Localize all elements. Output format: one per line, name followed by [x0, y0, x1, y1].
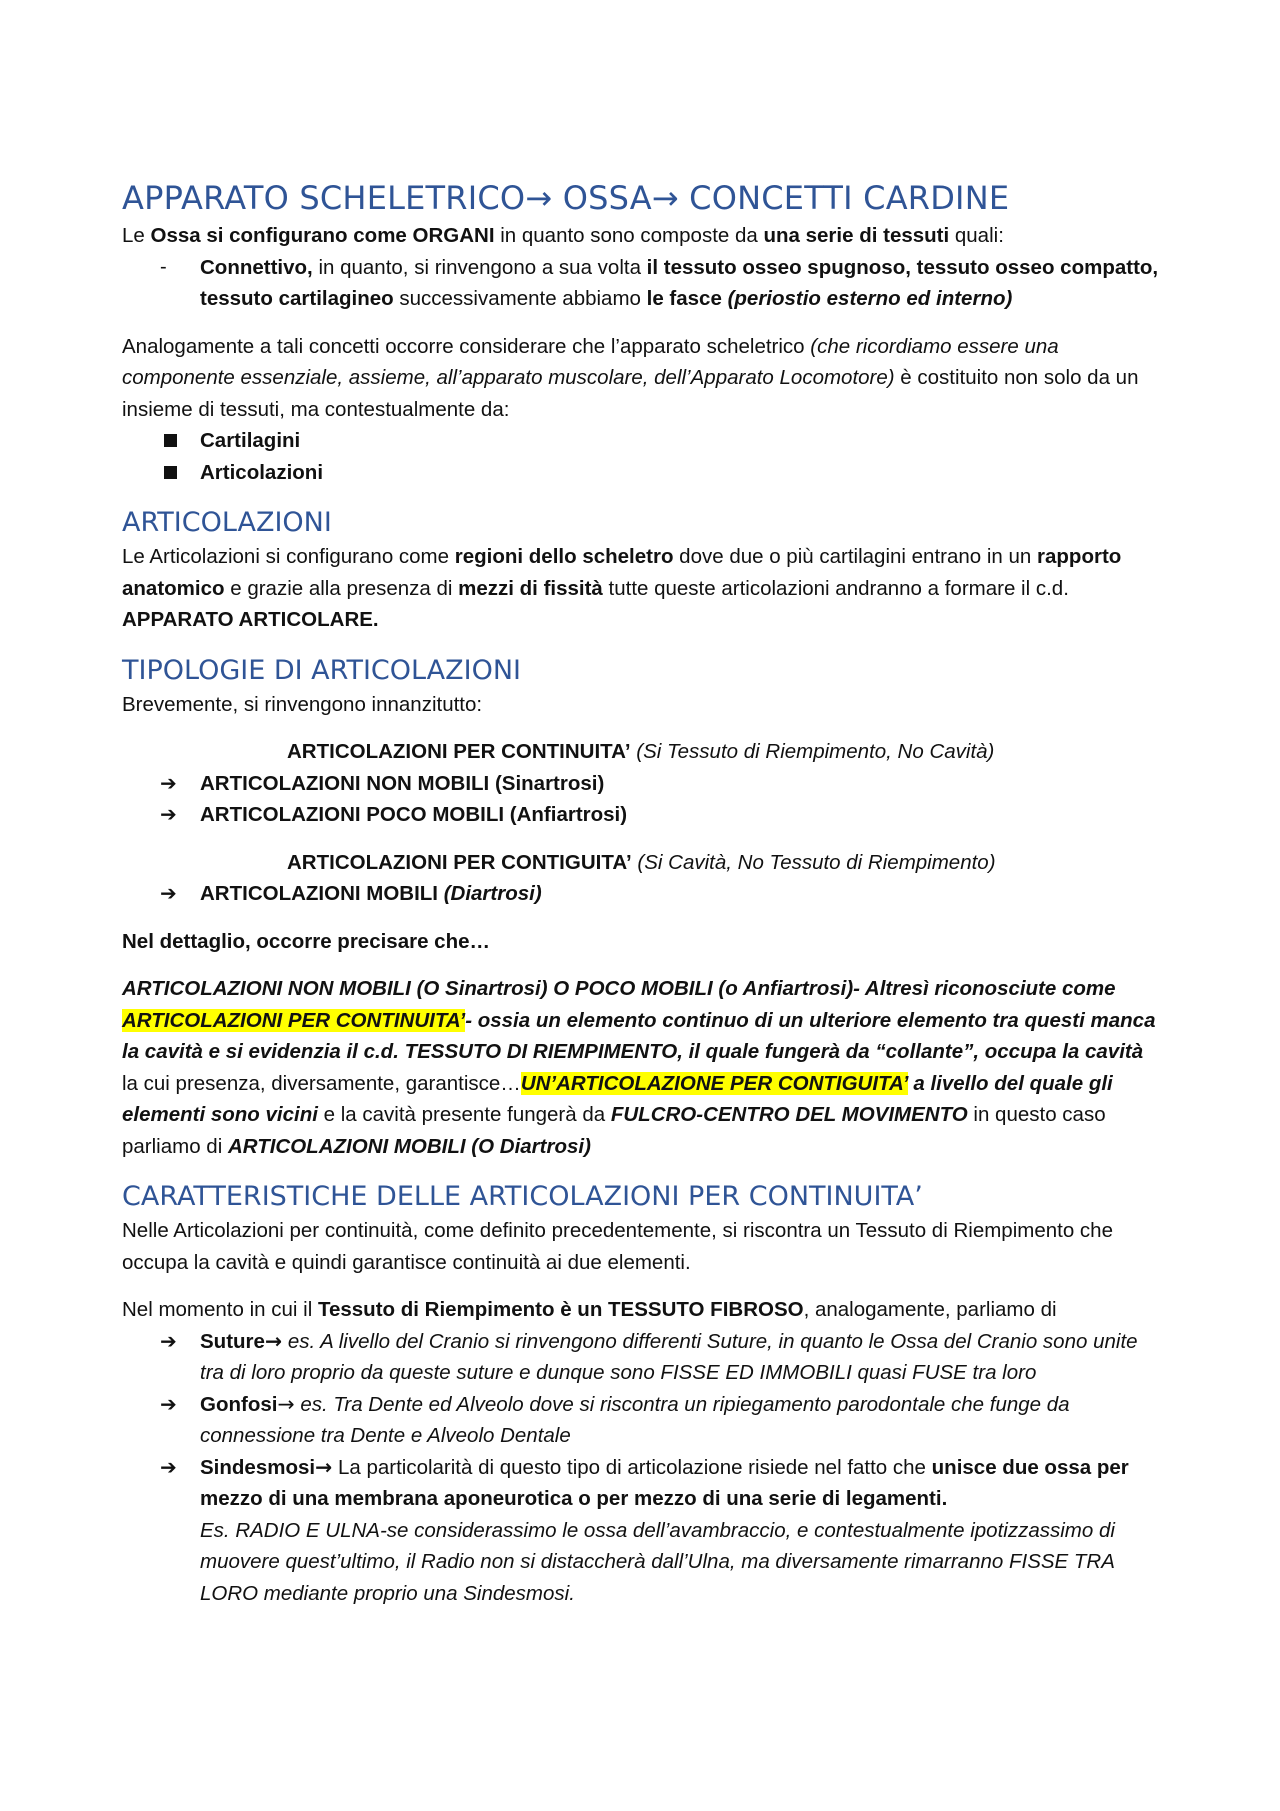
heading-per-contiguita	[122, 847, 1162, 879]
text: e grazie alla presenza di	[224, 576, 459, 600]
text-bold: rapporto anatomico	[122, 545, 1122, 600]
list-item-gonfosi	[122, 1389, 1162, 1452]
text-bold: Tessuto di Riempimento è un TESSUTO FIBROSO	[317, 1298, 804, 1321]
text-italic: (Si Tessuto di Riempimento, No Cavità)	[630, 740, 995, 763]
text: in quanto sono composte da	[494, 224, 764, 247]
text-bold: ARTICOLAZIONI PER CONTIGUITA’	[287, 850, 632, 874]
text: successivamente abbiamo	[393, 287, 647, 310]
list-item-suture	[122, 1326, 1162, 1389]
square-bullet-icon	[164, 466, 177, 479]
text-bold: ARTICOLAZIONI MOBILI	[200, 882, 444, 905]
text-bold-italic: - ossia un elemento continuo di un ulteriore elemento tra questi manca la cavità e si evidenzia il c.d. TESSUTO DI RIEMPIMENTO, il quale fungerà da “collante”, occupa la cavità	[122, 1008, 1156, 1063]
text-bold: ARTICOLAZIONI PER CONTINUITA’	[287, 740, 631, 763]
arrow-icon: →	[264, 1328, 283, 1353]
text-bold: regioni dello scheletro	[454, 545, 674, 568]
text-bold: unisce due ossa per mezzo di una membrana aponeurotica o per mezzo di una serie di legamenti.	[200, 1455, 1129, 1510]
text-italic: Es. RADIO E ULNA-se considerassimo le ossa dell’avambraccio, e contestualmente ipotizzassimo di muovere quest’ultimo, il Radio non si distaccherà dall’Ulna, ma diversamente rimarranno FISSE TRA LORO mediante proprio una Sindesmosi.	[200, 1518, 1115, 1605]
text: Nel momento in cui il	[122, 1298, 318, 1321]
text: la cui presenza, diversamente, garantisce…	[122, 1071, 521, 1095]
dash-list	[122, 252, 1162, 315]
heading-caratteristiche: CARATTERISTICHE DELLE ARTICOLAZIONI PER CONTINUITA’	[122, 1181, 923, 1212]
arrow-right-icon: ➔	[160, 802, 177, 826]
text: dove due o più cartilagini entrano in un	[673, 545, 1038, 568]
paragraph-dettaglio	[122, 973, 1162, 1162]
heading-tipologie: TIPOLOGIE DI ARTICOLAZIONI	[122, 654, 522, 686]
arrow-right-icon: ➔	[160, 1391, 177, 1416]
text-bold-italic: ARTICOLAZIONI MOBILI (O Diartrosi)	[227, 1134, 591, 1158]
list-item	[122, 425, 1162, 457]
list-item	[122, 768, 1162, 800]
text-bold-italic: ARTICOLAZIONI NON MOBILI (O Sinartrosi) O POCO MOBILI (o Anfiartrosi)- Altresì riconosciute come	[122, 977, 1116, 1000]
paragraph-articolazioni	[122, 541, 1162, 636]
text: Analogamente a tali concetti occorre considerare che l’apparato scheletrico	[122, 334, 811, 358]
list-item	[122, 457, 1162, 489]
arrow-right-icon: ➔	[160, 770, 177, 795]
arrow-list-tipi	[122, 1326, 1162, 1610]
text: La particolarità di questo tipo di articolazione risiede nel fatto che	[332, 1455, 932, 1479]
arrow-right-icon: ➔	[160, 1454, 177, 1479]
heading-articolazioni: ARTICOLAZIONI	[122, 507, 332, 538]
arrow-right-icon: ➔	[160, 881, 177, 905]
paragraph-tessuto-fibroso	[122, 1294, 1162, 1326]
highlighted-text: ARTICOLAZIONI PER CONTINUITA’	[122, 1008, 466, 1032]
text-bold: APPARATO ARTICOLARE.	[122, 608, 379, 631]
text: Le Articolazioni si configurano come	[122, 545, 455, 568]
text-bold-italic: (periostio esterno ed interno)	[727, 287, 1013, 310]
text: è costituito non solo da un insieme di tessuti, ma contestualmente da:	[122, 366, 1139, 421]
list-item-connettivo	[122, 252, 1162, 315]
text-bold: Cartilagini	[200, 429, 301, 452]
list-item-sindesmosi	[122, 1452, 1162, 1610]
text-bold: Ossa si configurano come ORGANI	[150, 224, 495, 247]
square-bullet-icon	[164, 434, 177, 447]
text-bold: una serie di tessuti	[763, 224, 950, 247]
text: , analogamente, parliamo di	[803, 1298, 1057, 1321]
heading-apparato-scheletrico: APPARATO SCHELETRICO→ OSSA→ CONCETTI CARDINE	[122, 179, 1010, 217]
text: tutte queste articolazioni andranno a formare il c.d.	[602, 576, 1069, 600]
text-bold: Nel dettaglio, occorre precisare che…	[122, 929, 490, 953]
text-bold: ARTICOLAZIONI POCO MOBILI (Anfiartrosi)	[200, 803, 628, 826]
text-italic: es. A livello del Cranio si rinvengono differenti Suture, in quanto le Ossa del Cranio sono unite tra di loro proprio da queste suture e dunque sono FISSE ED IMMOBILI quasi FUSE tra loro	[200, 1329, 1138, 1384]
paragraph-continuita: Nelle Articolazioni per continuità, come definito precedentemente, si riscontra un Tessuto di Riempimento che occupa la cavità e quindi garantisce continuità ai due elementi.	[122, 1219, 1113, 1274]
paragraph-apparato	[122, 331, 1162, 426]
square-bullet-list	[122, 425, 1162, 488]
text-italic: es. Tra Dente ed Alveolo dove si riscontra un ripiegamento parodontale che funge da connessione tra Dente e Alveolo Dentale	[200, 1392, 1070, 1447]
text: e la cavità presente fungerà da	[317, 1103, 611, 1126]
text-bold: ARTICOLAZIONI NON MOBILI (Sinartrosi)	[200, 771, 605, 795]
paragraph-dettaglio-intro	[122, 926, 1162, 958]
text: in questo caso parliamo di	[122, 1103, 1106, 1158]
list-item	[122, 799, 1162, 831]
text-bold: il tessuto osseo spugnoso, tessuto osseo compatto, tessuto cartilagineo	[200, 255, 1159, 310]
dash-marker: -	[160, 255, 167, 278]
arrow-icon: →	[277, 1391, 295, 1416]
text: in quanto, si rinvengono a sua volta	[312, 255, 647, 279]
text-italic: (Si Cavità, No Tessuto di Riempimento)	[631, 850, 996, 874]
arrow-list-continuita	[122, 768, 1162, 831]
text-bold: Sindesmosi	[200, 1455, 316, 1479]
text-bold: Gonfosi	[200, 1392, 278, 1416]
text-bold-italic: a livello del quale gli elementi sono vicini	[122, 1071, 1113, 1126]
text-bold: Articolazioni	[200, 460, 324, 484]
text-bold: Connettivo,	[200, 255, 313, 279]
text-bold-italic: (Diartrosi)	[443, 882, 542, 905]
text: Le	[122, 224, 151, 247]
heading-per-continuita	[122, 736, 1162, 768]
paragraph-ossa-organi	[122, 220, 1162, 252]
text-bold: mezzi di fissità	[458, 576, 603, 600]
text: quali:	[949, 224, 1004, 247]
arrow-list-contiguita	[122, 878, 1162, 910]
document-body	[122, 176, 1162, 1609]
text-bold: le fasce	[646, 287, 728, 310]
text-bold-italic: FULCRO-CENTRO DEL MOVIMENTO	[610, 1103, 968, 1126]
text-italic: (che ricordiamo essere una componente essenziale, assieme, all’apparato muscolare, dell’Apparato Locomotore)	[122, 334, 1059, 389]
arrow-right-icon: ➔	[160, 1328, 177, 1353]
arrow-icon: →	[315, 1454, 333, 1479]
text-bold: Suture	[200, 1329, 265, 1353]
highlighted-text: UN’ARTICOLAZIONE PER CONTIGUITA’	[520, 1071, 908, 1095]
list-item	[122, 878, 1162, 910]
paragraph-intro: Brevemente, si rinvengono innanzitutto:	[122, 692, 483, 716]
